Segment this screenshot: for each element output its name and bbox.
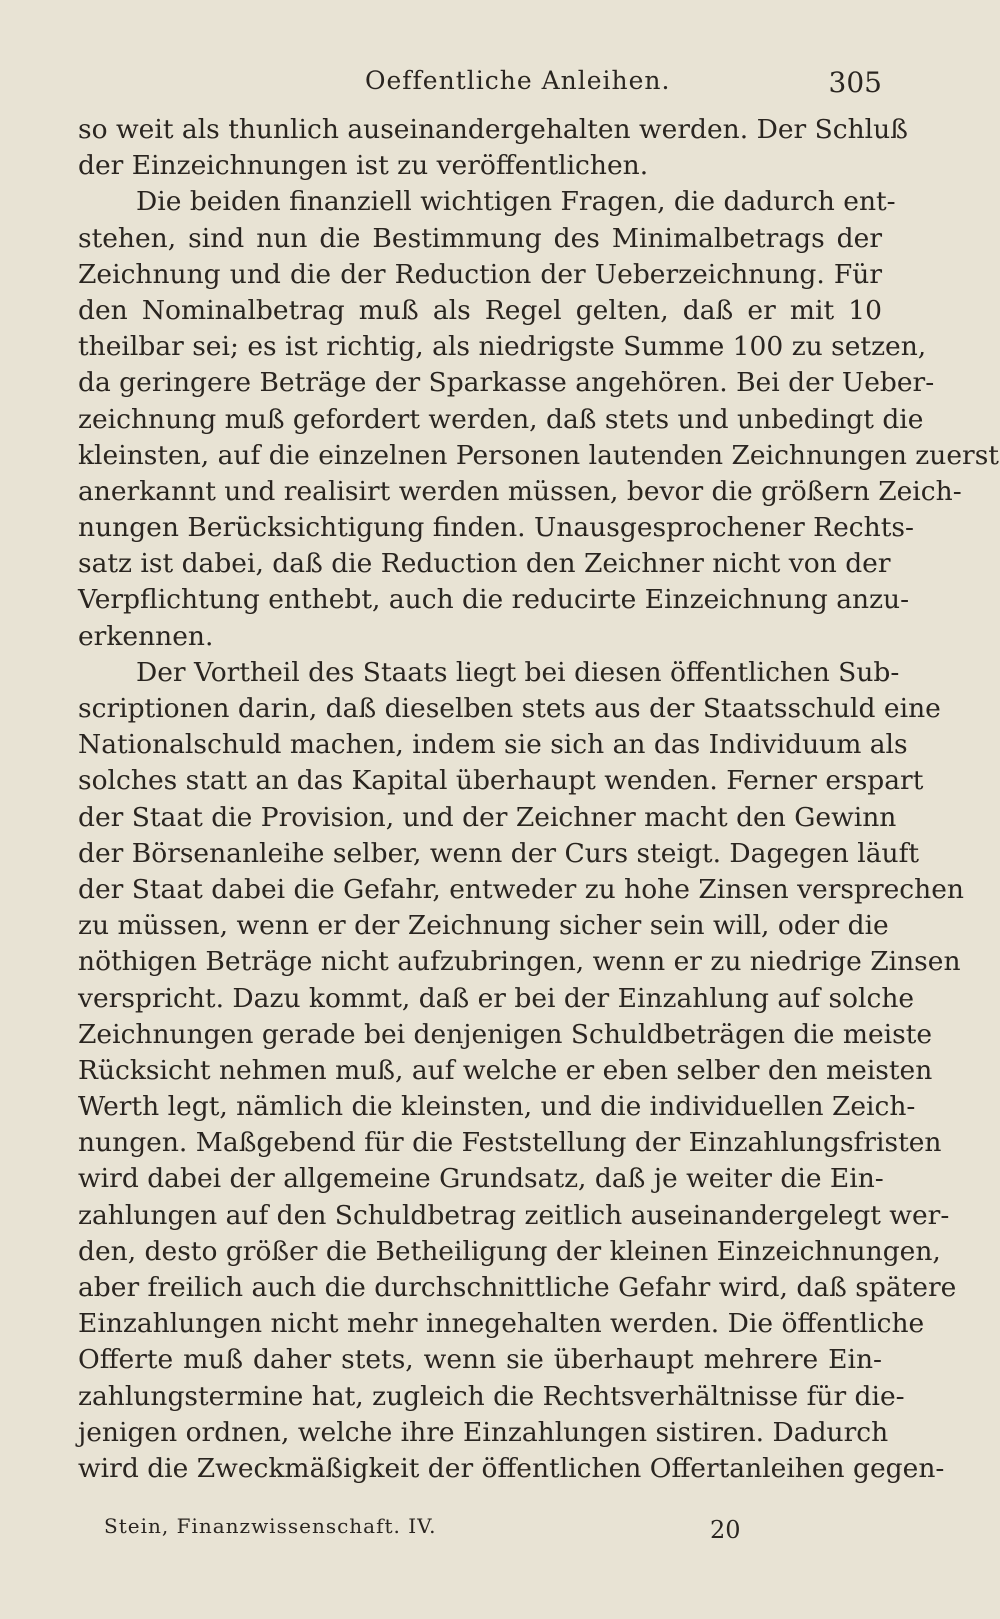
text-line: Offerte muß daher stets, wenn sie überhaupt mehrere Ein- bbox=[78, 1344, 882, 1376]
text-line: erkennen. bbox=[78, 620, 214, 652]
text-line: Die beiden finanziell wichtigen Fragen, die dadurch ent- bbox=[136, 186, 896, 218]
text-line: nöthigen Beträge nicht aufzubringen, wenn er zu niedrige Zinsen bbox=[78, 946, 961, 978]
text-line: zahlungen auf den Schuldbetrag zeitlich auseinandergelegt wer- bbox=[78, 1199, 950, 1231]
text-line: anerkannt und realisirt werden müssen, bevor die größern Zeich- bbox=[78, 475, 962, 507]
text-line: solches statt an das Kapital überhaupt wenden. Ferner erspart bbox=[78, 765, 924, 797]
text-line: wird dabei der allgemeine Grundsatz, daß je weiter die Ein- bbox=[78, 1163, 884, 1195]
page-header bbox=[0, 66, 1000, 106]
text-line: verspricht. Dazu kommt, daß er bei der Einzahlung auf solche bbox=[78, 982, 915, 1014]
text-line: aber freilich auch die durchschnittliche Gefahr wird, daß spätere bbox=[78, 1272, 957, 1303]
text-line: den Nominalbetrag muß als Regel gelten, daß er mit 10 bbox=[78, 294, 882, 326]
text-line: nungen Berücksichtigung finden. Unausgesprochener Rechts- bbox=[78, 512, 914, 544]
text-line: zahlungstermine hat, zugleich die Rechtsverhältnisse für die- bbox=[78, 1380, 905, 1412]
text-line: Der Vortheil des Staats liegt bei diesen öffentlichen Sub- bbox=[136, 656, 900, 688]
text-line: der Staat die Provision, und der Zeichner macht den Gewinn bbox=[78, 801, 897, 833]
text-line: zeichnung muß gefordert werden, daß stets und unbedingt die bbox=[78, 403, 924, 435]
body-text bbox=[78, 112, 999, 1487]
text-line: satz ist dabei, daß die Reduction den Zeichner nicht von der bbox=[78, 548, 891, 580]
text-line: Nationalschuld machen, indem sie sich an das Individuum als bbox=[78, 729, 908, 761]
text-line: Zeichnung und die der Reduction der Ueberzeichnung. Für bbox=[78, 258, 882, 290]
page-number: 305 bbox=[828, 66, 882, 99]
text-line: da geringere Beträge der Sparkasse angehören. Bei der Ueber- bbox=[78, 367, 935, 399]
text-line: theilbar sei; es ist richtig, als niedrigste Summe 100 zu setzen, bbox=[78, 331, 927, 363]
text-line: der Staat dabei die Gefahr, entweder zu hohe Zinsen versprechen bbox=[78, 873, 964, 905]
sheet-signature-number: 20 bbox=[710, 1516, 741, 1544]
printer-signature: Stein, Finanzwissenschaft. IV. bbox=[104, 1514, 437, 1538]
text-line: scriptionen darin, daß dieselben stets aus der Staatsschuld eine bbox=[78, 693, 941, 724]
text-line: Rücksicht nehmen muß, auf welche er eben selber den meisten bbox=[78, 1054, 933, 1086]
text-line: den, desto größer die Betheiligung der kleinen Einzeichnungen, bbox=[78, 1235, 941, 1267]
text-line: kleinsten, auf die einzelnen Personen lautenden Zeichnungen zuerst bbox=[78, 439, 999, 471]
text-line: nungen. Maßgebend für die Feststellung der Einzahlungsfristen bbox=[78, 1127, 942, 1159]
text-line: Werth legt, nämlich die kleinsten, und die individuellen Zeich- bbox=[78, 1091, 916, 1123]
text-line: der Börsenanleihe selber, wenn der Curs steigt. Dagegen läuft bbox=[78, 837, 920, 869]
page-footer bbox=[0, 1508, 1000, 1548]
text-line: der Einzeichnungen ist zu veröffentlichen. bbox=[78, 150, 649, 182]
text-line: stehen, sind nun die Bestimmung des Minimalbetrags der bbox=[78, 222, 882, 254]
text-line: wird die Zweckmäßigkeit der öffentlichen Offertanleihen gegen- bbox=[78, 1452, 945, 1484]
text-line: jenigen ordnen, welche ihre Einzahlungen sistiren. Dadurch bbox=[78, 1416, 889, 1448]
running-title: Oeffentliche Anleihen. bbox=[365, 66, 671, 95]
text-line: so weit als thunlich auseinandergehalten werden. Der Schluß bbox=[78, 114, 908, 145]
text-line: Zeichnungen gerade bei denjenigen Schuldbeträgen die meiste bbox=[78, 1018, 933, 1050]
text-line: Verpflichtung enthebt, auch die reducirte Einzeichnung anzu- bbox=[78, 584, 910, 616]
text-line: Einzahlungen nicht mehr innegehalten werden. Die öffentliche bbox=[78, 1308, 925, 1340]
text-line: zu müssen, wenn er der Zeichnung sicher sein will, oder die bbox=[78, 910, 889, 942]
